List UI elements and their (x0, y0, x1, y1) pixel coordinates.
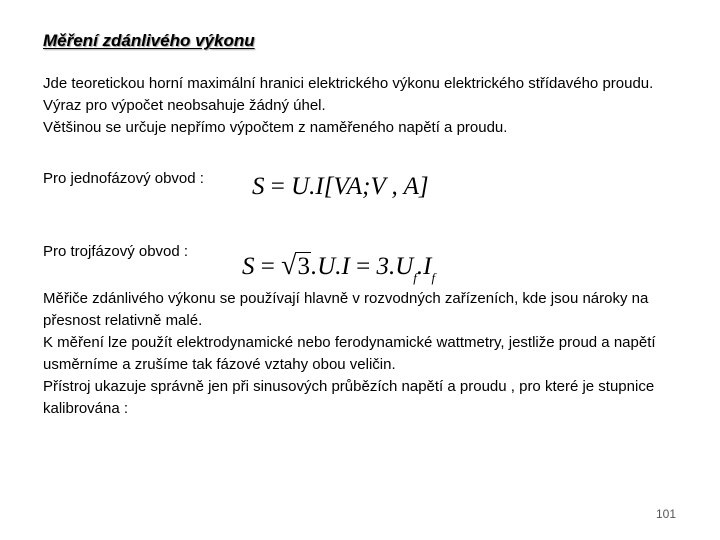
sqrt-radicand: 3 (297, 253, 310, 280)
intro-text: Většinou se určuje nepřímo výpočtem z naměřeného napětí a proudu. (43, 119, 508, 136)
three-phase-label: Pro trojfázový obvod : (43, 243, 189, 260)
formula-units: [VA;V , A] (323, 173, 429, 200)
square-root (281, 250, 311, 282)
formula-term: .I (416, 253, 432, 280)
formula-equals: = (356, 253, 371, 280)
page-number: 101 (656, 507, 677, 521)
details-paragraph (43, 288, 683, 420)
radical-sign-icon: √ (281, 250, 297, 281)
three-phase-formula (242, 250, 435, 286)
intro-text: Jde teoretickou horní maximální hranici elektrického výkonu elektrického střídavého proudu. Výraz pro výpočet neobsahuje žádný úhel. (43, 75, 654, 114)
formula-subscript: f (413, 270, 417, 285)
formula-subscript: f (431, 270, 436, 285)
details-text: K měření lze použít elektrodynamické nebo ferodynamické wattmetry, jestliže proud a napětí usměrníme a zrušíme tak fázové vztahy obou veličin. (43, 334, 656, 373)
intro-paragraph (43, 73, 683, 139)
formula-equals: = (260, 253, 275, 280)
formula-lhs: S (252, 173, 265, 200)
formula-lhs: S (242, 253, 255, 280)
single-phase-label: Pro jednofázový obvod : (43, 170, 204, 187)
single-phase-formula (252, 173, 429, 201)
slide-title: Měření zdánlivého výkonu (43, 31, 255, 50)
formula-equals: = (270, 173, 285, 200)
formula-term: 3.U (376, 253, 414, 280)
details-text: Přístroj ukazuje správně jen při sinusových průbězích napětí a proudu , pro které je stupnice kalibrována : (43, 378, 655, 417)
details-text: Měřiče zdánlivého výkonu se používají hlavně v rozvodných zařízeních, kde jsou nároky na přesnost relativně malé. (43, 290, 649, 329)
formula-rhs: U.I (291, 173, 324, 200)
formula-term: .U.I (310, 253, 350, 280)
